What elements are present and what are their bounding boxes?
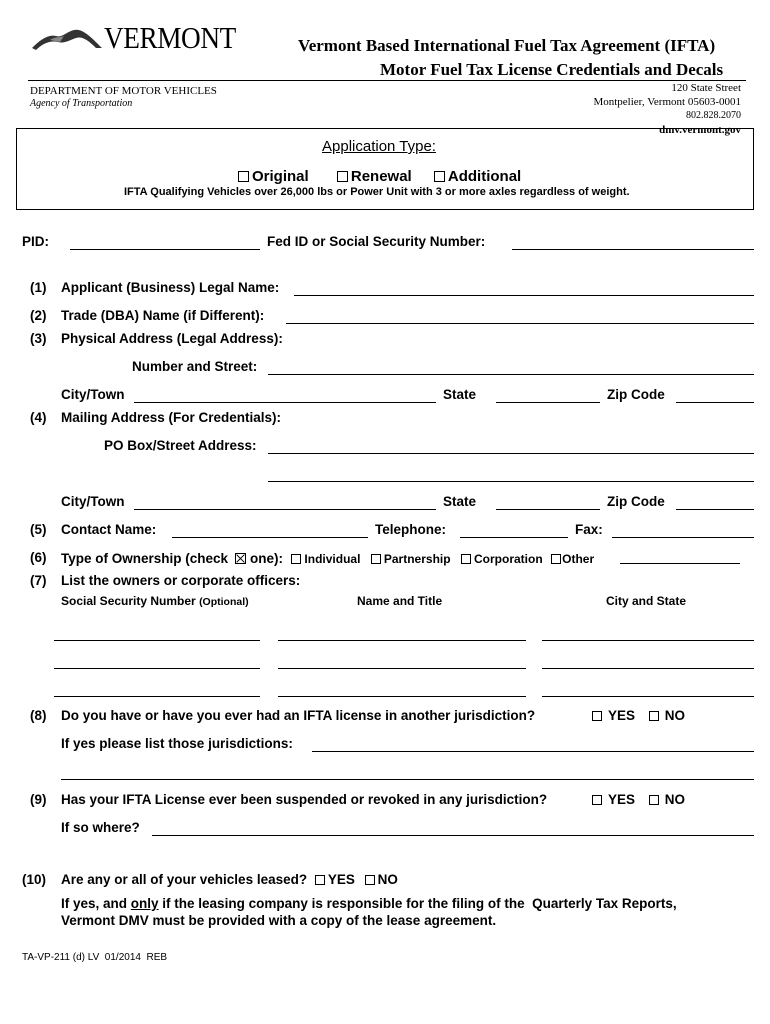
- checkbox-icon: [592, 711, 602, 721]
- form-code: TA-VP-211 (d) LV 01/2014 REB: [22, 952, 168, 963]
- suspension-where-field[interactable]: [152, 835, 754, 836]
- other-checkbox[interactable]: [551, 552, 594, 566]
- pid-label: PID:: [22, 234, 49, 249]
- checkbox-icon: [649, 711, 659, 721]
- q10-yes-checkbox[interactable]: [315, 872, 355, 887]
- yes-label: YES: [327, 872, 355, 887]
- mountain-logo-icon: [30, 22, 110, 56]
- form-title-line1: Vermont Based International Fuel Tax Agreement (IFTA): [298, 36, 716, 55]
- renewal-checkbox[interactable]: [337, 168, 412, 185]
- vermont-logo: [30, 22, 240, 56]
- logo-text: VERMONT: [104, 20, 236, 55]
- lease-note-part1: If yes, and: [61, 896, 131, 911]
- ssn-column-label: Social Security Number: [61, 594, 196, 608]
- checkbox-icon: [291, 554, 301, 564]
- q10-number: (10): [22, 872, 47, 887]
- q8-no-checkbox[interactable]: [649, 708, 685, 723]
- website: dmv.vermont.gov: [659, 124, 741, 136]
- mailing-state-field[interactable]: [496, 509, 600, 510]
- other-ownership-field[interactable]: [620, 563, 740, 564]
- no-label: NO: [664, 792, 686, 807]
- checkbox-icon: [337, 171, 348, 182]
- lease-note-line2: Vermont DMV must be provided with a copy of the lease agreement.: [61, 913, 497, 928]
- corporation-label: Corporation: [474, 552, 543, 566]
- q9-no-checkbox[interactable]: [649, 792, 685, 807]
- lease-note-line1: [61, 896, 677, 911]
- no-label: NO: [377, 872, 398, 887]
- number-street-field[interactable]: [268, 374, 754, 375]
- telephone-field[interactable]: [460, 537, 568, 538]
- q10-no-checkbox[interactable]: [365, 872, 398, 887]
- ownership-type-row: [61, 550, 594, 568]
- yes-label: YES: [608, 708, 636, 723]
- number-street-label: Number and Street:: [132, 359, 258, 374]
- state-label: State: [443, 387, 477, 402]
- license-suspended-question: Has your IFTA License ever been suspended or revoked in any jurisdiction?: [61, 792, 548, 807]
- form-title-line2: Motor Fuel Tax License Credentials and Decals: [380, 60, 724, 79]
- individual-checkbox[interactable]: [291, 552, 360, 566]
- vehicles-leased-question: Are any or all of your vehicles leased?: [61, 872, 308, 887]
- owner-2-ssn-field[interactable]: [54, 668, 260, 669]
- ifta-other-jurisdiction-question: Do you have or have you ever had an IFTA license in another jurisdiction?: [61, 708, 536, 723]
- column-header-name-title: Name and Title: [357, 594, 443, 608]
- partnership-checkbox[interactable]: [371, 552, 451, 566]
- owner-3-name-field[interactable]: [278, 696, 526, 697]
- q5-number: (5): [30, 522, 47, 537]
- column-header-city-state: City and State: [606, 594, 687, 608]
- renewal-label: Renewal: [350, 168, 412, 185]
- additional-checkbox[interactable]: [434, 168, 521, 185]
- partnership-label: Partnership: [383, 552, 451, 566]
- fed-id-label: Fed ID or Social Security Number:: [267, 234, 486, 249]
- corporation-checkbox[interactable]: [461, 552, 543, 566]
- q9-number: (9): [30, 792, 47, 807]
- agency-name: Agency of Transportation: [30, 98, 133, 109]
- jurisdictions-field-line2[interactable]: [61, 779, 754, 780]
- po-box-label: PO Box/Street Address:: [104, 438, 257, 453]
- mailing-zip-label: Zip Code: [607, 494, 665, 509]
- po-box-field-line2[interactable]: [268, 481, 754, 482]
- q7-number: (7): [30, 573, 47, 588]
- mailing-zip-field[interactable]: [676, 509, 754, 510]
- legal-name-field[interactable]: [294, 295, 754, 296]
- mailing-city-field[interactable]: [134, 509, 436, 510]
- street-address: 120 State Street: [671, 82, 741, 94]
- legal-name-label: Applicant (Business) Legal Name:: [61, 280, 280, 295]
- vehicles-leased-row: [61, 872, 398, 887]
- owner-1-name-field[interactable]: [278, 640, 526, 641]
- q4-number: (4): [30, 410, 47, 425]
- checkbox-icon: [649, 795, 659, 805]
- lease-note-part2: if the leasing company is responsible for the filing of the Quarterly Tax Reports,: [158, 896, 677, 911]
- application-type-heading: Application Type:: [322, 138, 436, 155]
- owner-1-ssn-field[interactable]: [54, 640, 260, 641]
- ownership-type-label: Type of Ownership (check: [61, 551, 229, 566]
- application-type-options: [238, 168, 521, 185]
- if-so-where-label: If so where?: [61, 820, 140, 835]
- zip-code-label: Zip Code: [607, 387, 665, 402]
- column-header-ssn: [61, 594, 249, 608]
- fed-id-field[interactable]: [512, 249, 754, 250]
- list-jurisdictions-label: If yes please list those jurisdictions:: [61, 736, 293, 751]
- additional-label: Additional: [447, 168, 522, 185]
- mailing-state-label: State: [443, 494, 477, 509]
- yes-label: YES: [608, 792, 636, 807]
- individual-label: Individual: [304, 552, 361, 566]
- trade-name-field[interactable]: [286, 323, 754, 324]
- jurisdictions-field[interactable]: [312, 751, 754, 752]
- q8-number: (8): [30, 708, 47, 723]
- city-town-label: City/Town: [61, 387, 125, 402]
- department-name: DEPARTMENT OF MOTOR VEHICLES: [30, 85, 217, 97]
- telephone-label: Telephone:: [375, 522, 447, 537]
- owner-1-city-field[interactable]: [542, 640, 754, 641]
- city-state-zip: Montpelier, Vermont 05603-0001: [593, 96, 741, 108]
- checkbox-icon: [315, 875, 325, 885]
- q8-answers: [592, 708, 685, 723]
- checkbox-icon: [551, 554, 561, 564]
- contact-name-label: Contact Name:: [61, 522, 157, 537]
- q2-number: (2): [30, 308, 47, 323]
- original-checkbox[interactable]: [238, 168, 309, 185]
- ownership-type-label-end: one):: [249, 551, 283, 566]
- mailing-address-label: Mailing Address (For Credentials):: [61, 410, 282, 425]
- lease-note-only: only: [130, 896, 159, 911]
- checkbox-icon: [592, 795, 602, 805]
- owner-3-ssn-field[interactable]: [54, 696, 260, 697]
- contact-name-field[interactable]: [172, 537, 368, 538]
- fax-field[interactable]: [612, 537, 754, 538]
- q9-yes-checkbox[interactable]: [592, 792, 635, 807]
- checkbox-icon: [365, 875, 375, 885]
- physical-city-field[interactable]: [134, 402, 436, 403]
- q8-yes-checkbox[interactable]: [592, 708, 635, 723]
- physical-zip-field[interactable]: [676, 402, 754, 403]
- no-label: NO: [664, 708, 686, 723]
- owner-3-city-field[interactable]: [542, 696, 754, 697]
- owner-2-city-field[interactable]: [542, 668, 754, 669]
- other-label: Other: [562, 552, 595, 566]
- pid-field[interactable]: [70, 249, 260, 250]
- mailing-city-town-label: City/Town: [61, 494, 125, 509]
- checkbox-icon: [461, 554, 471, 564]
- checkbox-icon: [238, 171, 249, 182]
- qualifying-vehicles-note: IFTA Qualifying Vehicles over 26,000 lbs or Power Unit with 3 or more axles regardless of weight.: [124, 186, 630, 198]
- optional-note: (Optional): [199, 596, 249, 608]
- checkbox-icon: [371, 554, 381, 564]
- fax-label: Fax:: [575, 522, 603, 537]
- checkbox-icon: [434, 171, 445, 182]
- q1-number: (1): [30, 280, 47, 295]
- trade-name-label: Trade (DBA) Name (if Different):: [61, 308, 265, 323]
- physical-address-label: Physical Address (Legal Address):: [61, 331, 283, 346]
- q6-number: (6): [30, 550, 47, 565]
- owner-2-name-field[interactable]: [278, 668, 526, 669]
- po-box-field[interactable]: [268, 453, 754, 454]
- phone-number: 802.828.2070: [686, 110, 741, 121]
- checked-box-icon: [235, 553, 246, 564]
- q9-answers: [592, 792, 685, 807]
- owners-officers-label: List the owners or corporate officers:: [61, 573, 301, 588]
- q3-number: (3): [30, 331, 47, 346]
- original-label: Original: [252, 168, 309, 185]
- physical-state-field[interactable]: [496, 402, 600, 403]
